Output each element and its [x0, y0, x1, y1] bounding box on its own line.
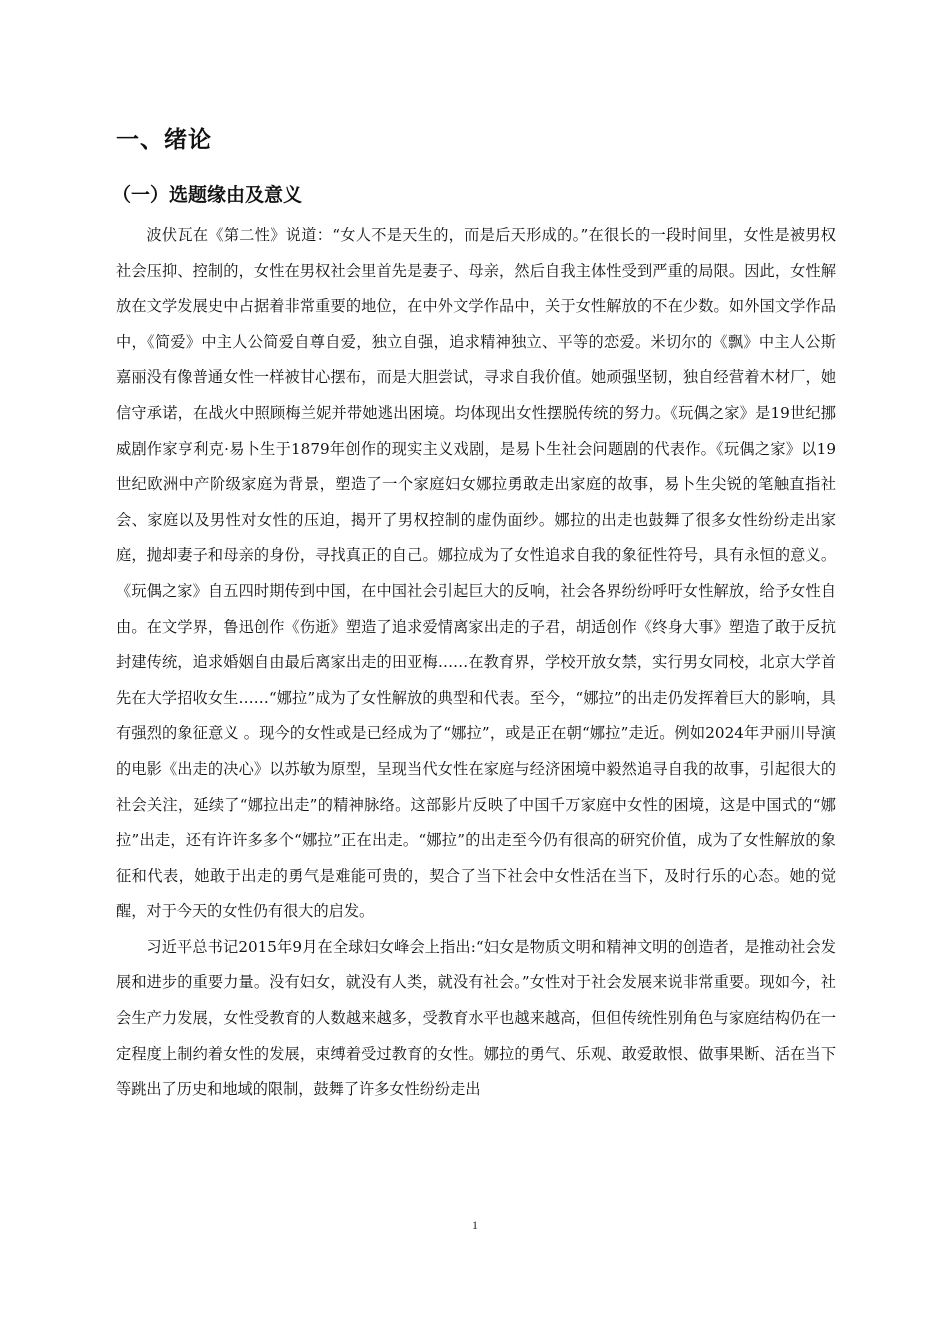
page-number: 1 [472, 1218, 478, 1232]
section-title: （一）选题缘由及意义 [112, 184, 303, 206]
body-paragraph-2: 习近平总书记2015年9月在全球妇女峰会上指出:“妇女是物质文明和精神文明的创造者，是推动社会发展和进步的重要力量。没有妇女，就没有人类，就没有社会。”女性对于社会发展来说非常重要。现如今，社会生产力发展，女性受教育的人数越来越多，受教育水平也越来越高，但但传统性别角色与家庭结构仍在一定程度上制约着女性的发展，束缚着受过教育的女性。娜拉的勇气、乐观、敢爱敢恨、做事果断、活在当下等跳出了历史和地域的限制，鼓舞了许多女性纷纷走出 [116, 937, 836, 1099]
page-content [112, 120, 836, 1108]
body-paragraph-1: 波伏瓦在《第二性》说道：“女人不是天生的，而是后天形成的。”在很长的一段时间里，女性是被男权社会压抑、控制的，女性在男权社会里首先是妻子、母亲，然后自我主体性受到严重的局限。因此，女性解放在文学发展史中占据着非常重要的地位，在中外文学作品中，关于女性解放的不在少数。如外国文学作品中，《简爱》中主人公简爱自尊自爱，独立自强，追求精神独立、平等的恋爱。米切尔的《飘》中主人公斯嘉丽没有像普通女性一样被甘心摆布，而是大胆尝试，寻求自我价值。她顽强坚韧，独自经营着木材厂，她信守承诺，在战火中照顾梅兰妮并带她逃出困境。均体现出女性摆脱传统的努力。《玩偶之家》是19世纪挪威剧作家亨利克·易卜生于1879年创作的现实主义戏剧，是易卜生社会问题剧的代表作。《玩偶之家》以19世纪欧洲中产阶级家庭为背景，塑造了一个家庭妇女娜拉勇敢走出家庭的故事，易卜生尖锐的笔触直指社会、家庭以及男性对女性的压迫，揭开了男权控制的虚伪面纱。娜拉的出走也鼓舞了很多女性纷纷走出家庭，抛却妻子和母亲的身份，寻找真正的自己。娜拉成为了女性追求自我的象征性符号，具有永恒的意义。《玩偶之家》自五四时期传到中国，在中国社会引起巨大的反响，社会各界纷纷呼吁女性解放，给予女性自由。在文学界，鲁迅创作《伤逝》塑造了追求爱情离家出走的子君，胡适创作《终身大事》塑造了敢于反抗封建传统，追求婚姻自由最后离家出走的田亚梅……在教育界，学校开放女禁，实行男女同校，北京大学首先在大学招收女生……“娜拉”成为了女性解放的典型和代表。至今，“娜拉”的出走仍发挥着巨大的影响，具有强烈的象征意义 。现今的女性或是已经成为了“娜拉”，或是正在朝“娜拉”走近。例如2024年尹丽川导演的电影《出走的决心》以苏敏为原型，呈现当代女性在家庭与经济困境中毅然追寻自我的故事，引起很大的社会关注，延续了“娜拉出走”的精神脉络。这部影片反映了中国千万家庭中女性的困境，这是中国式的“娜拉”出走，还有许许多多个“娜拉”正在出走。“娜拉”的出走至今仍有很高的研究价值，成为了女性解放的象征和代表，她敢于出走的勇气是难能可贵的，契合了当下社会中女性活在当下，及时行乐的心态。她的觉醒，对于今天的女性仍有很大的启发。 [116, 226, 836, 921]
chapter-title: 一、绪论 [116, 127, 212, 153]
